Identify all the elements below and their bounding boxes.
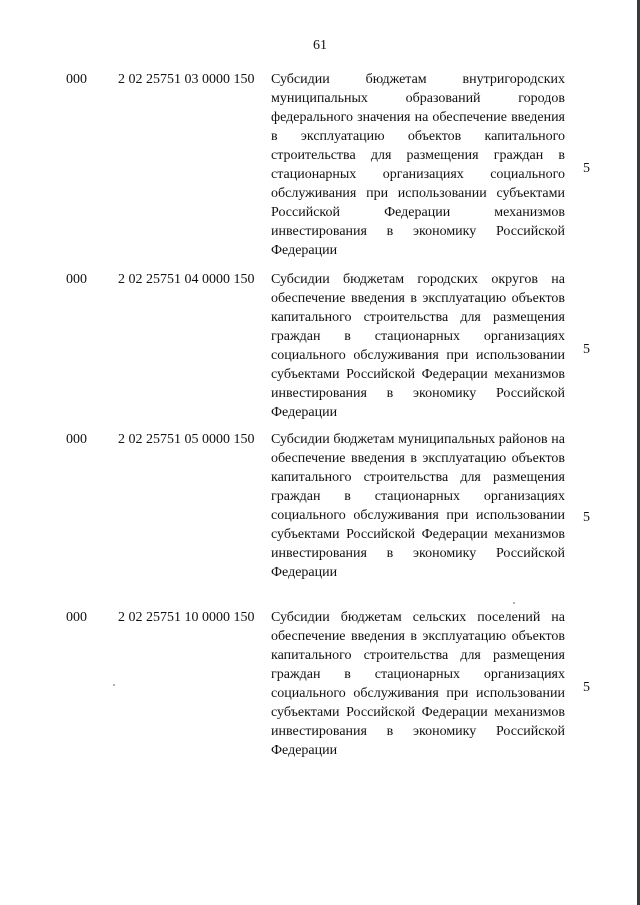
admin-code: 000 <box>66 72 87 87</box>
row-description: Субсидии бюджетам внутригородских муниципальных образований городов федерального значения на обеспечение введения в эксплуатацию объектов капитального строительства для размещения граждан в стационарных организациях социального обслуживания при использовании субъектами Российской Федерации механизмов инвестирования в экономику Российской Федерации <box>271 72 565 258</box>
budget-classification-code: 2 02 25751 04 0000 150 <box>118 272 255 287</box>
scan-speck <box>513 602 515 604</box>
row-description: Субсидии бюджетам городских округов на обеспечение введения в эксплуатацию объектов капитального строительства для размещения граждан в стационарных организациях социального обслуживания при использовании субъектами Российской Федерации механизмов инвестирования в экономику Российской Федерации <box>271 272 565 420</box>
budget-classification-code: 2 02 25751 10 0000 150 <box>118 610 255 625</box>
budget-classification-code: 2 02 25751 03 0000 150 <box>118 72 255 87</box>
row-description: Субсидии бюджетам муниципальных районов на обеспечение введения в эксплуатацию объектов капитального строительства для размещения граждан в стационарных организациях социального обслуживания при использовании субъектами Российской Федерации механизмов инвестирования в экономику Российской Федерации <box>271 432 565 580</box>
row-description: Субсидии бюджетам сельских поселений на обеспечение введения в эксплуатацию объектов капитального строительства для размещения граждан в стационарных организациях социального обслуживания при использовании субъектами Российской Федерации механизмов инвестирования в экономику Российской Федерации <box>271 610 565 758</box>
scan-speck <box>113 684 115 686</box>
admin-code: 000 <box>66 610 87 625</box>
row-amount: 5 <box>583 342 590 357</box>
page-number: 61 <box>313 38 327 53</box>
admin-code: 000 <box>66 432 87 447</box>
row-amount: 5 <box>583 510 590 525</box>
row-amount: 5 <box>583 680 590 695</box>
admin-code: 000 <box>66 272 87 287</box>
row-amount: 5 <box>583 161 590 176</box>
budget-classification-code: 2 02 25751 05 0000 150 <box>118 432 255 447</box>
